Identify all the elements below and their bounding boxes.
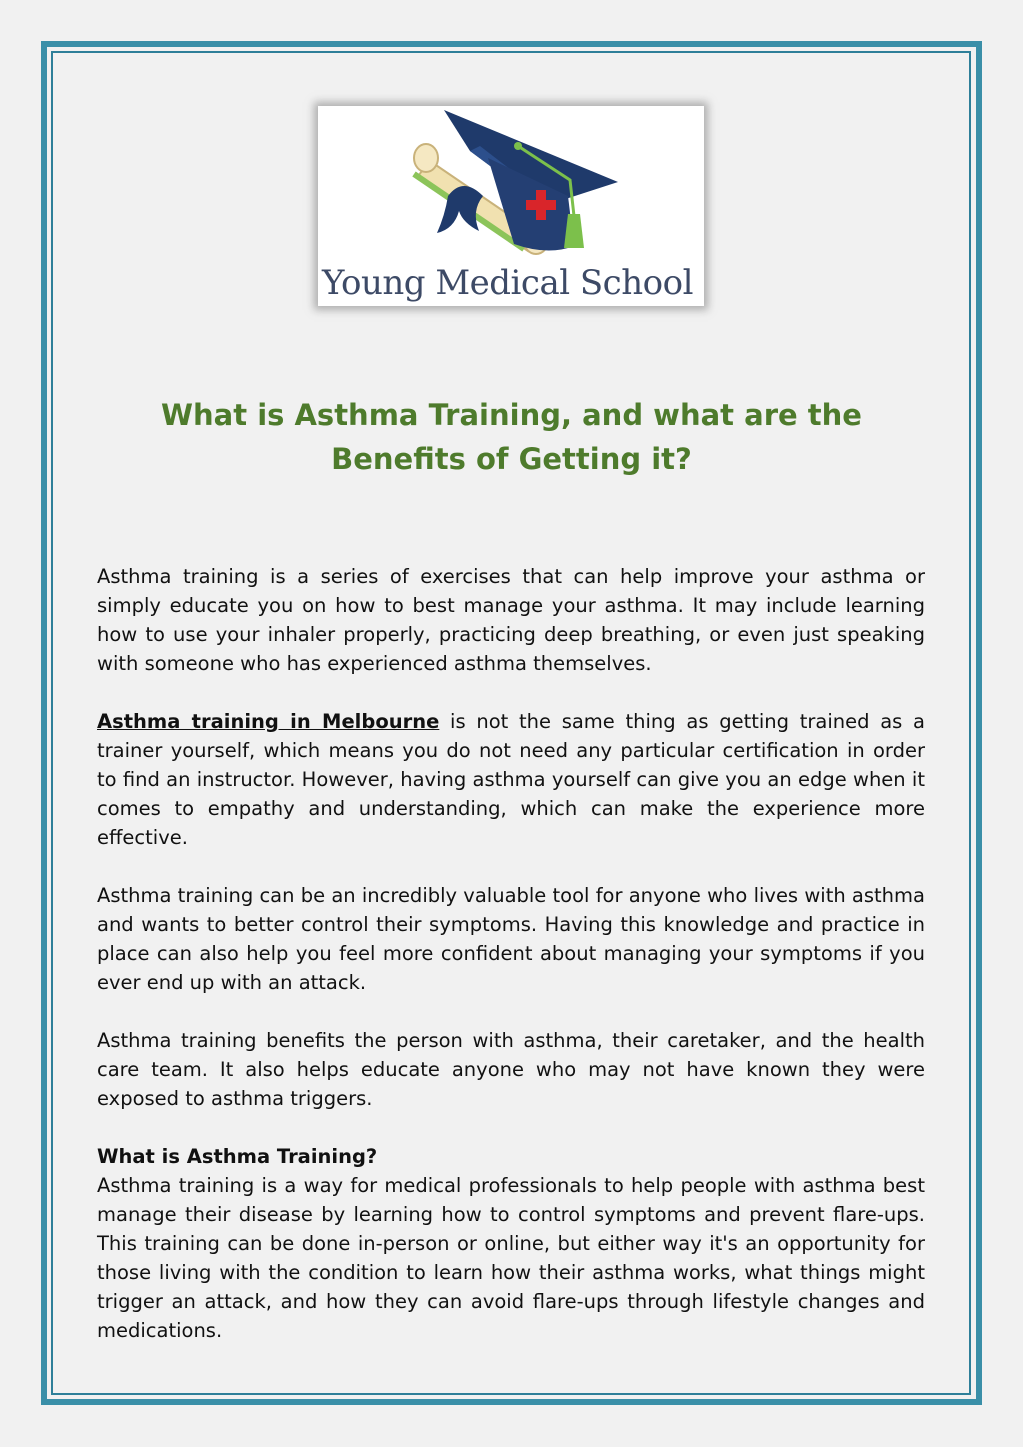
asthma-training-melbourne-link[interactable]: Asthma training in Melbourne <box>97 710 440 733</box>
paragraph-valuable-tool: Asthma training can be an incredibly valuable tool for anyone who lives with asthma and wants to better control their symptoms. Having this knowledge and practice in place can also help you feel more confident about managing your symptoms if you ever end up with an attack. <box>97 884 925 994</box>
mortarboard-icon <box>444 110 618 251</box>
logo-wordmark: Young Medical School <box>322 263 693 303</box>
paragraph-definition: Asthma training is a way for medical professionals to help people with asthma best manage their disease by learning how to control symptoms and prevent flare-ups. This training can be done in-person or online, but either way it's an opportunity for those living with the condition to learn how their asthma works, what things might trigger an attack, and how they can avoid flare-ups through lifestyle changes and medications. <box>97 1174 925 1342</box>
paragraph-intro: Asthma training is a series of exercises that can help improve your asthma or simply educate you on how to best manage your asthma. It may include learning how to use your inhaler properly, practicing deep breathing, or even just speaking with someone who has experienced asthma themselves. <box>97 565 925 675</box>
paragraph-benefits: Asthma training benefits the person with asthma, their caretaker, and the health care team. It also helps educate anyone who may not have known they were exposed to asthma triggers. <box>97 1029 925 1110</box>
paragraph-melbourne <box>97 707 925 852</box>
page-title: What is Asthma Training, and what are the Benefits of Getting it? <box>161 398 862 476</box>
paragraph-melbourne-text: is not the same thing as getting trained as a trainer yourself, which means you do not need any particular certification in order to find an instructor. However, having asthma yourself can give you an edge when it comes to empathy and understanding, which can make the experience more effective. <box>97 710 925 849</box>
article-body <box>97 562 925 1345</box>
section-heading: What is Asthma Training? <box>97 1145 378 1168</box>
young-medical-school-logo <box>318 106 704 306</box>
